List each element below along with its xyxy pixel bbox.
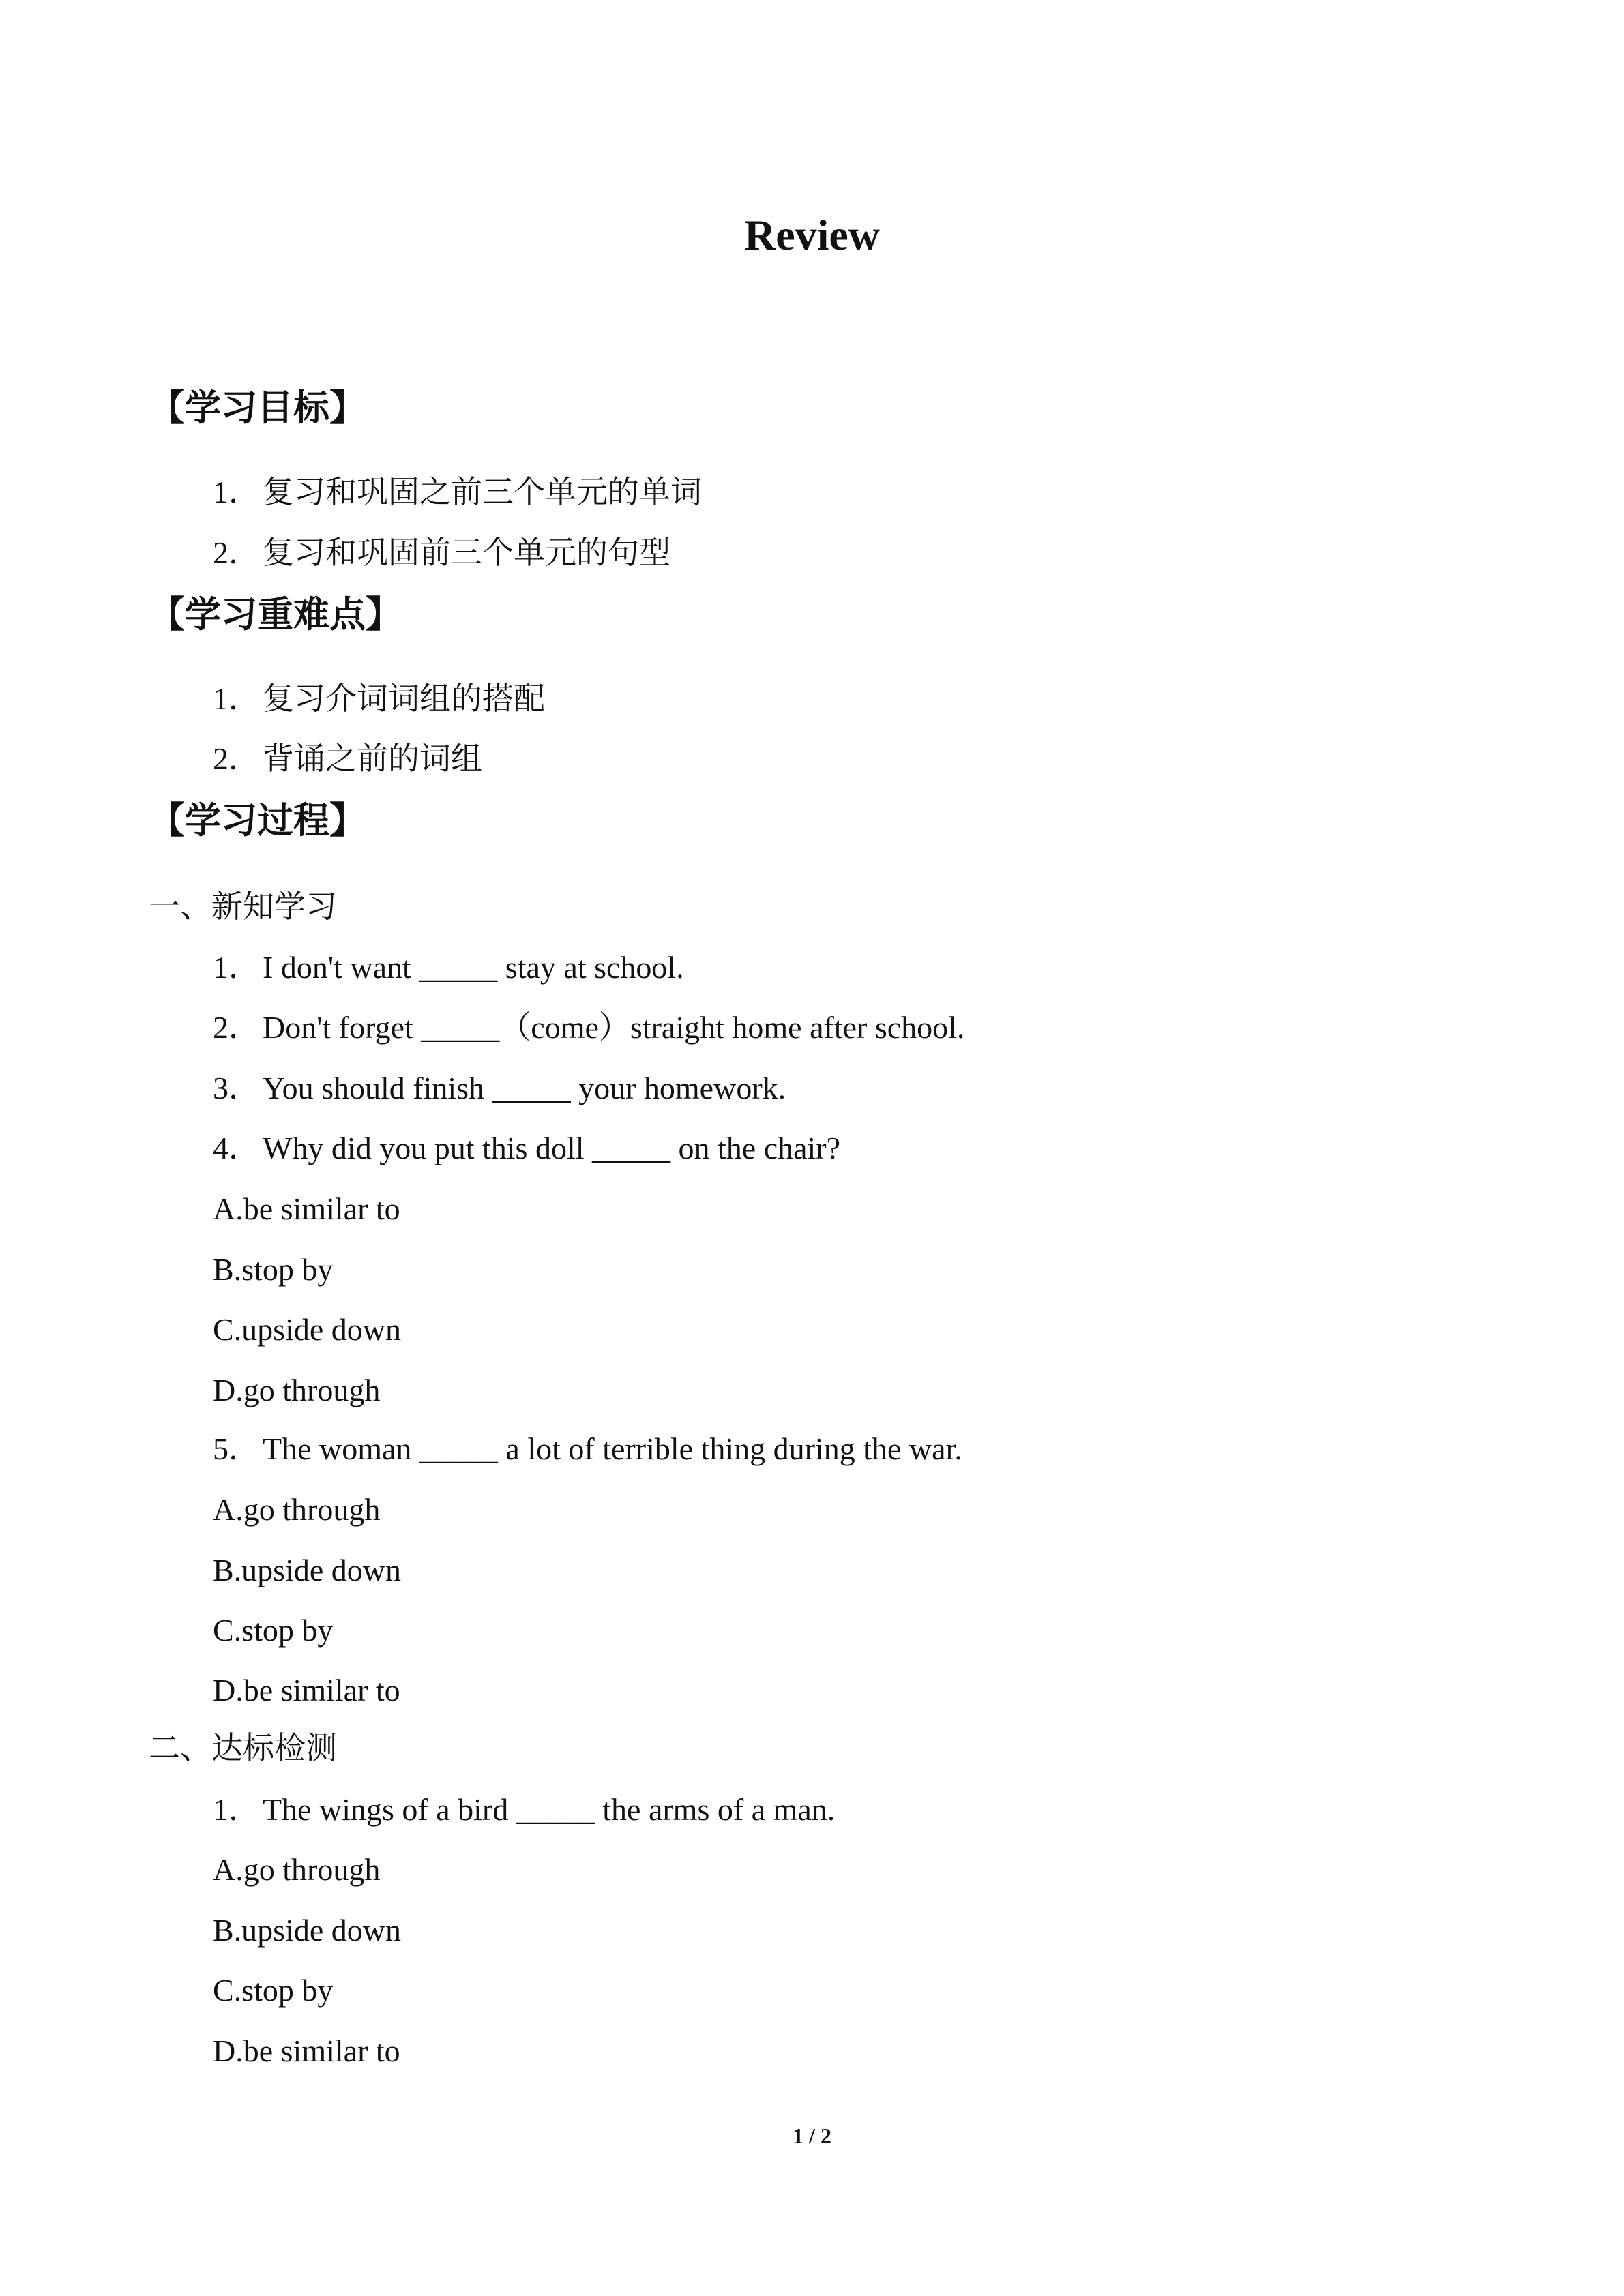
question-item — [213, 1128, 840, 1169]
answer-option: D.be similar to — [213, 2033, 400, 2068]
item-text: 复习和巩固前三个单元的句型 — [263, 535, 670, 570]
section-heading-objectives: 【学习目标】 — [149, 387, 366, 429]
answer-option: C.upside down — [213, 1312, 401, 1347]
item-text: 背诵之前的词组 — [263, 741, 482, 776]
question-number: 3． — [213, 1071, 260, 1105]
item-number: 1． — [213, 681, 260, 716]
answer-option: A.go through — [213, 1492, 381, 1527]
answer-option: D.be similar to — [213, 1673, 400, 1708]
question-item — [213, 1007, 964, 1048]
question-number: 2． — [213, 1010, 260, 1045]
question-item — [213, 947, 684, 988]
answer-option: B.stop by — [213, 1252, 334, 1287]
answer-option: C.stop by — [213, 1973, 334, 2008]
question-text: Why did you put this doll _____ on the chair? — [263, 1131, 841, 1165]
question-text: The woman _____ a lot of terrible thing during the war. — [263, 1431, 962, 1466]
answer-option: B.upside down — [213, 1913, 401, 1948]
answer-option: C.stop by — [213, 1613, 334, 1648]
item-number: 1． — [213, 475, 260, 509]
item-number: 2． — [213, 535, 260, 570]
list-item — [213, 472, 702, 513]
question-number: 1． — [213, 950, 260, 985]
answer-option: D.go through — [213, 1373, 381, 1407]
section-heading-process: 【学习过程】 — [149, 800, 366, 841]
list-item — [213, 739, 482, 779]
page-title: Review — [743, 211, 881, 259]
question-text: The wings of a bird _____ the arms of a man. — [263, 1792, 836, 1827]
item-text: 复习介词词组的搭配 — [263, 681, 545, 716]
answer-option: B.upside down — [213, 1553, 401, 1587]
part-heading-assessment: 二、达标检测 — [149, 1731, 337, 1765]
page-number: 1 / 2 — [793, 2123, 831, 2148]
part-heading-new-knowledge: 一、新知学习 — [149, 889, 337, 924]
question-item — [213, 1789, 835, 1830]
list-item — [213, 533, 670, 573]
question-number: 4． — [213, 1131, 260, 1165]
item-text: 复习和巩固之前三个单元的单词 — [263, 475, 702, 509]
answer-option: A.be similar to — [213, 1191, 400, 1226]
question-number: 5． — [213, 1431, 260, 1466]
section-heading-key-points: 【学习重难点】 — [149, 594, 402, 636]
question-text: Don't forget _____（come）straight home after school. — [263, 1010, 965, 1045]
question-item — [213, 1068, 786, 1109]
answer-option: A.go through — [213, 1852, 381, 1887]
question-text: You should finish _____ your homework. — [263, 1071, 786, 1105]
list-item — [213, 679, 545, 719]
question-number: 1． — [213, 1792, 260, 1827]
item-number: 2． — [213, 741, 260, 776]
question-text: I don't want _____ stay at school. — [263, 950, 684, 985]
question-item — [213, 1429, 962, 1470]
